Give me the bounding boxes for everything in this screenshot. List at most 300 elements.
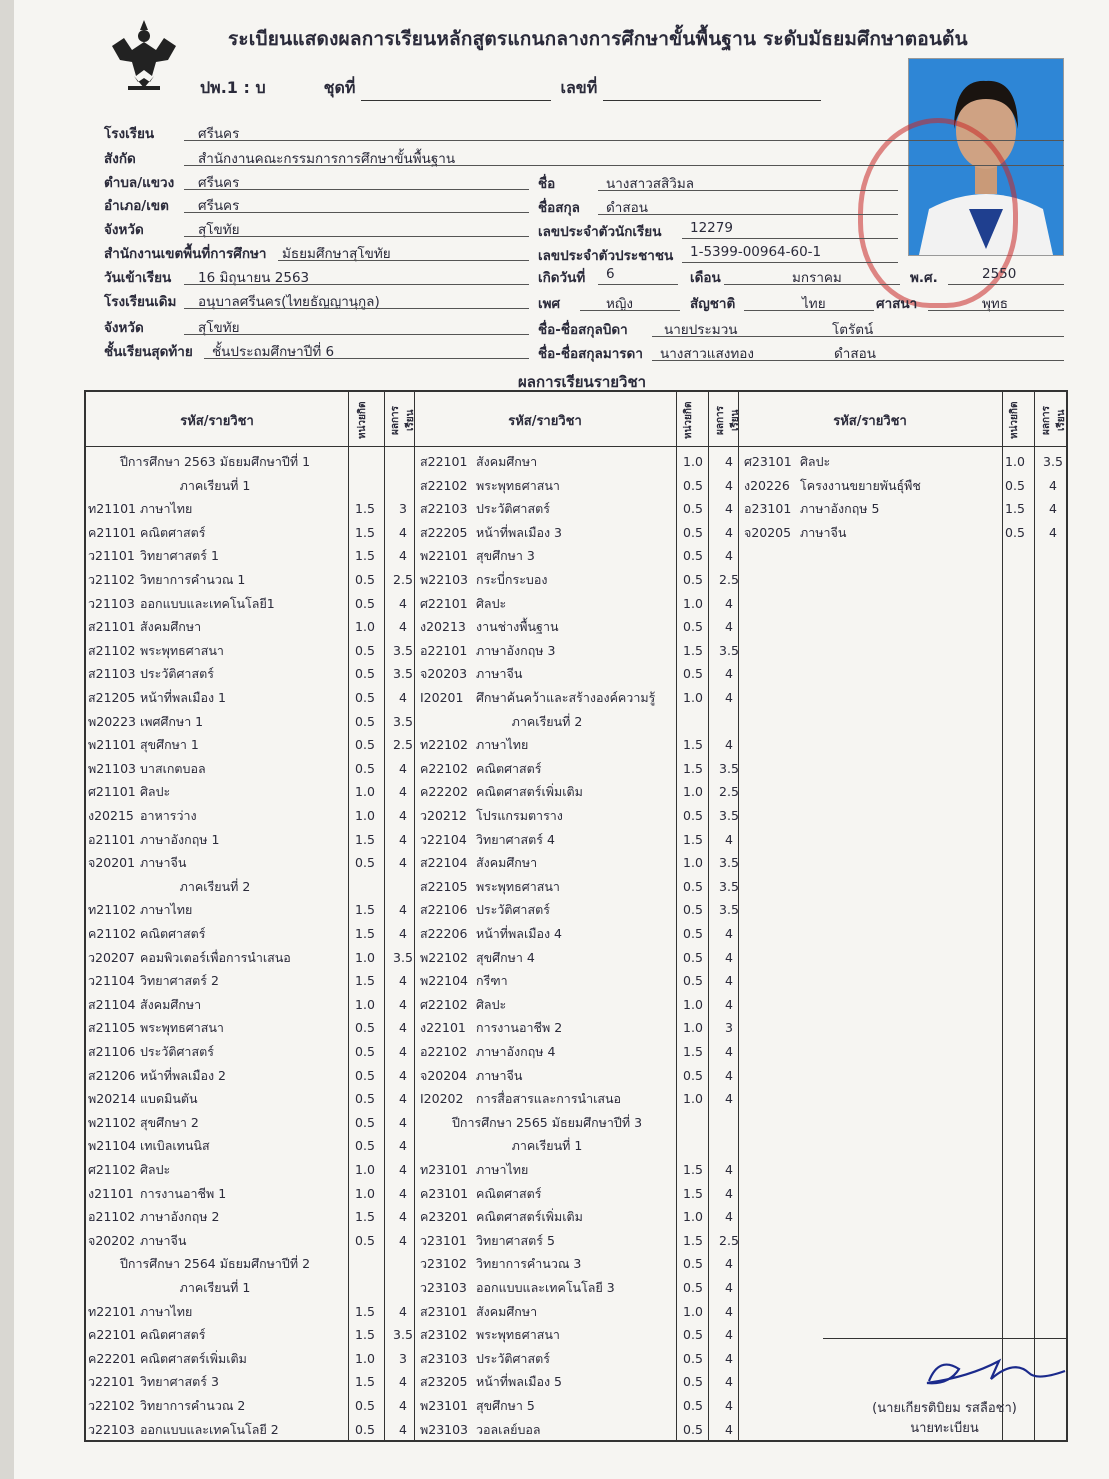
- credit-value: 0.5: [355, 1398, 375, 1413]
- subject-name: สังคมศึกษา: [140, 996, 202, 1012]
- father-last-value: โตรัตน์: [832, 322, 874, 338]
- subject-name: อาหารว่าง: [140, 808, 197, 823]
- subject-name: สังคมศึกษา: [476, 1303, 538, 1319]
- subject-row: [88, 853, 408, 873]
- subject-name: ประวัติศาสตร์: [140, 1044, 214, 1059]
- credit-value: 0.5: [355, 1067, 375, 1083]
- subject-row: [420, 452, 740, 472]
- credit-value: 1.5: [683, 831, 703, 847]
- grade-value: 4: [399, 1374, 407, 1390]
- subject-code: ศ23101: [744, 454, 792, 469]
- prev-province-value: สุโขทัย: [198, 320, 240, 336]
- subject-row: [420, 546, 740, 566]
- grade-value: 4: [725, 1091, 733, 1107]
- subject-row: [420, 1231, 740, 1251]
- grade-value: 4: [725, 524, 733, 540]
- credit-value: 0.5: [683, 878, 703, 894]
- subject-name: คณิตศาสตร์เพิ่มเติม: [476, 1209, 583, 1225]
- grade-value: 4: [725, 1421, 733, 1437]
- subject-row: [420, 1349, 740, 1369]
- col2-credit-header: หน่วยกิต: [683, 401, 694, 439]
- col1-credit-header: หน่วยกิต: [357, 401, 368, 439]
- subject-code: ส21101: [88, 619, 136, 635]
- subject-code: ส22104: [420, 855, 468, 871]
- subject-name: ประวัติศาสตร์: [476, 501, 550, 517]
- credit-value: 1.5: [355, 973, 375, 989]
- subject-code: พ22102: [420, 949, 469, 965]
- subject-code: จ20204: [420, 1067, 468, 1083]
- grade-value: 4: [725, 1303, 733, 1319]
- credit-value: 0.5: [683, 902, 703, 918]
- subject-row: [420, 1089, 740, 1109]
- grade-value: 4: [399, 595, 407, 611]
- grade-value: 4: [399, 524, 407, 540]
- subject-row: [88, 594, 408, 614]
- subject-name: คณิตศาสตร์: [476, 1185, 542, 1201]
- subject-code: ง22101: [420, 1020, 466, 1036]
- grade-value: 2.5: [719, 572, 739, 587]
- subject-row: [420, 1066, 740, 1086]
- grade-value: 4: [1049, 524, 1057, 540]
- grade-value: 4: [725, 1350, 733, 1366]
- grade-value: 4: [399, 1232, 407, 1248]
- term-heading: ภาคเรียนที่ 2: [511, 713, 583, 729]
- document-title: ระเบียนแสดงผลการเรียนหลักสูตรแกนกลางการศึกษาขั้นพื้นฐาน ระดับมัธยมศึกษาตอนต้น: [228, 28, 968, 50]
- credit-value: 0.5: [355, 666, 375, 682]
- col1-subject-header: รหัส/รายวิชา: [180, 414, 254, 429]
- subject-code: I20202: [420, 1091, 464, 1107]
- credit-value: 0.5: [683, 666, 703, 682]
- subject-code: จ20203: [420, 666, 468, 682]
- grade-value: 4: [399, 784, 407, 800]
- subject-row: [88, 499, 408, 519]
- subject-row: [88, 570, 413, 590]
- subject-name: เพศศึกษา 1: [140, 713, 204, 729]
- subject-code: ง20226: [744, 477, 790, 493]
- grade-value: 3.5: [1043, 454, 1063, 469]
- credit-value: 1.5: [355, 548, 375, 564]
- grade-value: 4: [725, 1067, 733, 1083]
- credit-value: 0.5: [683, 524, 703, 540]
- subject-name: ภาษาจีน: [476, 1067, 523, 1083]
- credit-value: 0.5: [355, 855, 375, 871]
- subject-row: [88, 1113, 408, 1133]
- credit-value: 1.0: [683, 784, 703, 800]
- credit-value: 1.0: [683, 1091, 703, 1107]
- credit-value: 0.5: [683, 501, 703, 517]
- credit-value: 1.5: [355, 1327, 375, 1343]
- grade-value: 4: [725, 1209, 733, 1225]
- grade-value: 3.5: [393, 713, 413, 729]
- subject-row: [88, 546, 408, 566]
- subject-code: ง20213: [420, 619, 466, 635]
- subject-name: ภาษาจีน: [476, 666, 523, 682]
- term-heading-row: [88, 1254, 342, 1274]
- grade-value: 2.5: [393, 737, 413, 753]
- subject-row: [420, 1018, 740, 1038]
- affiliation-label: สังกัด: [104, 151, 136, 167]
- subject-code: ว20212: [420, 808, 467, 823]
- subject-name: วิทยาศาสตร์ 2: [140, 973, 219, 989]
- grade-value: 4: [399, 1162, 407, 1177]
- grade-value: 4: [725, 690, 733, 705]
- credit-value: 0.5: [683, 477, 703, 493]
- credit-value: 0.5: [683, 949, 703, 965]
- grade-value: 4: [725, 1256, 733, 1272]
- subject-name: ภาษาไทย: [140, 902, 193, 918]
- grade-value: 3: [399, 501, 407, 517]
- subject-name: สังคมศึกษา: [476, 855, 538, 871]
- nationality-value: ไทย: [802, 296, 826, 312]
- subject-row: [420, 476, 740, 496]
- credit-value: 1.0: [683, 690, 703, 705]
- district-label: อำเภอ/เขต: [104, 198, 169, 214]
- term-heading-row: [420, 712, 674, 732]
- subject-code: พ23101: [420, 1398, 469, 1413]
- religion-value: พุทธ: [982, 296, 1009, 312]
- credit-value: 0.5: [1005, 477, 1025, 493]
- credit-value: 1.0: [683, 1020, 703, 1036]
- credit-value: 0.5: [355, 1020, 375, 1036]
- subject-code: ส22106: [420, 902, 468, 918]
- subject-name: สุขศึกษา 4: [476, 949, 535, 965]
- subject-row: [88, 735, 413, 755]
- subject-row: [420, 1325, 740, 1345]
- grade-value: 4: [399, 996, 407, 1012]
- birth-month-label: เดือน: [690, 270, 721, 286]
- subject-code: ศ21101: [88, 784, 136, 800]
- subject-row: [88, 1325, 413, 1345]
- credit-value: 1.5: [683, 1185, 703, 1201]
- subject-name: หน้าที่พลเมือง 5: [476, 1374, 562, 1390]
- grade-value: 4: [399, 619, 407, 635]
- credit-value: 1.0: [355, 1162, 375, 1177]
- subject-row: [420, 900, 740, 920]
- subject-row: [88, 1066, 408, 1086]
- school-label: โรงเรียน: [104, 126, 155, 142]
- subject-row: [420, 948, 740, 968]
- set-label: ชุดที่: [323, 78, 356, 97]
- grade-value: 4: [725, 737, 733, 753]
- credit-value: 0.5: [683, 1256, 703, 1272]
- subject-name: ภาษาอังกฤษ 5: [800, 501, 880, 517]
- credit-value: 1.0: [683, 1209, 703, 1225]
- subject-name: ภาษาจีน: [800, 524, 847, 540]
- term-heading-row: [88, 877, 342, 897]
- grade-value: 4: [725, 973, 733, 989]
- district-value: ศรีนคร: [198, 198, 240, 214]
- subject-name: ศิลปะ: [800, 454, 831, 469]
- subject-row: [88, 712, 413, 732]
- credit-value: 0.5: [355, 1091, 375, 1107]
- subject-code: ส21206: [88, 1067, 136, 1083]
- subject-row: [88, 688, 408, 708]
- subject-code: ท23101: [420, 1162, 469, 1177]
- sex-label: เพศ: [538, 296, 561, 312]
- credit-value: 0.5: [683, 1067, 703, 1083]
- subject-row: [88, 971, 408, 991]
- grade-value: 4: [399, 1398, 407, 1413]
- subject-row: [88, 924, 408, 944]
- grade-value: 4: [399, 760, 407, 776]
- credit-value: 1.5: [683, 1044, 703, 1059]
- mother-last-value: ดำสอน: [834, 346, 876, 362]
- term-heading: ภาคเรียนที่ 1: [179, 477, 251, 493]
- term-heading: ภาคเรียนที่ 1: [511, 1138, 583, 1154]
- subject-row: [420, 735, 740, 755]
- credit-value: 1.5: [355, 1209, 375, 1225]
- col3-grade-header: ผลการเรียน: [1041, 405, 1067, 435]
- subject-row: [88, 948, 413, 968]
- subject-row: [88, 1184, 408, 1204]
- credit-value: 1.5: [683, 760, 703, 776]
- credit-value: 1.0: [683, 996, 703, 1012]
- grade-value: 4: [725, 619, 733, 635]
- subject-name: ภาษาจีน: [140, 1232, 187, 1248]
- subject-name: ออกแบบและเทคโนโลยี 3: [476, 1280, 615, 1295]
- sex-value: หญิง: [606, 296, 633, 312]
- subject-row: [420, 1302, 740, 1322]
- grade-value: 4: [1049, 477, 1057, 493]
- subject-name: พระพุทธศาสนา: [476, 1327, 560, 1343]
- subject-name: กรีฑา: [476, 973, 508, 989]
- credit-value: 0.5: [683, 572, 703, 587]
- subject-row: [88, 641, 413, 661]
- credit-value: 1.5: [355, 524, 375, 540]
- subject-code: ส22101: [420, 454, 468, 469]
- credit-value: 1.0: [355, 949, 375, 965]
- last-name-label: ชื่อสกุล: [538, 200, 580, 216]
- subject-code: ส22206: [420, 926, 468, 941]
- col3-subject-header: รหัส/รายวิชา: [833, 414, 907, 429]
- subject-name: คอมพิวเตอร์เพื่อการนำเสนอ: [140, 949, 291, 965]
- credit-value: 0.5: [683, 1398, 703, 1413]
- grade-value: 3.5: [719, 642, 739, 658]
- subject-name: สุขศึกษา 1: [140, 737, 199, 753]
- signature-image: [919, 1351, 1069, 1391]
- subject-name: งานช่างพื้นฐาน: [476, 619, 559, 635]
- subject-row: [420, 1396, 740, 1416]
- credit-value: 1.0: [355, 1185, 375, 1201]
- subject-name: ประวัติศาสตร์: [140, 666, 214, 682]
- subject-row: [420, 1184, 740, 1204]
- credit-value: 1.0: [355, 1350, 375, 1366]
- subject-name: วิทยาศาสตร์ 4: [476, 831, 555, 847]
- subject-name: ภาษาอังกฤษ 1: [140, 831, 220, 847]
- subject-code: อ21101: [88, 831, 136, 847]
- subject-name: พระพุทธศาสนา: [140, 1020, 224, 1036]
- subject-code: ท22102: [420, 737, 469, 753]
- subject-name: โครงงานขยายพันธุ์พืช: [800, 477, 921, 493]
- subject-row: [420, 924, 740, 944]
- credit-value: 1.0: [355, 619, 375, 635]
- number-field: [603, 82, 821, 101]
- grade-value: 4: [725, 1185, 733, 1201]
- subject-row: [88, 617, 408, 637]
- subject-code: ง20215: [88, 808, 134, 823]
- grade-value: 4: [399, 1209, 407, 1225]
- subject-name: ศิลปะ: [140, 784, 171, 800]
- grade-value: 4: [399, 1091, 407, 1107]
- subject-code: ท22101: [88, 1303, 137, 1319]
- subject-row: [420, 617, 740, 637]
- subject-code: ง21101: [88, 1185, 134, 1201]
- subject-code: ส23102: [420, 1327, 468, 1343]
- credit-value: 0.5: [355, 642, 375, 658]
- subject-row: [88, 1018, 408, 1038]
- subject-row: [88, 1372, 408, 1392]
- subject-name: ภาษาไทย: [476, 737, 529, 753]
- subject-name: ภาษาจีน: [140, 855, 187, 871]
- grade-value: 4: [399, 1114, 407, 1130]
- first-name-label: ชื่อ: [538, 176, 556, 192]
- term-heading: ปีการศึกษา 2563 มัธยมศึกษาปีที่ 1: [119, 454, 311, 469]
- subject-code: ว22103: [88, 1421, 135, 1437]
- subject-name: หน้าที่พลเมือง 4: [476, 926, 562, 941]
- subject-name: วิทยาศาสตร์ 5: [476, 1232, 555, 1248]
- subject-row: [744, 452, 1064, 472]
- subject-row: [744, 476, 1064, 496]
- subject-code: พ21104: [88, 1138, 137, 1154]
- grade-value: 4: [725, 1044, 733, 1059]
- subject-row: [420, 782, 740, 802]
- subject-name: วิทยาการคำนวณ 2: [140, 1398, 246, 1413]
- credit-value: 1.5: [1005, 501, 1025, 517]
- credit-value: 0.5: [683, 808, 703, 823]
- subject-code: ส21105: [88, 1020, 136, 1036]
- grade-value: 2.5: [719, 784, 739, 800]
- subject-code: ส23205: [420, 1374, 468, 1390]
- subject-code: ส22103: [420, 501, 468, 517]
- subject-code: อ22102: [420, 1044, 468, 1059]
- term-heading-row: [88, 452, 342, 472]
- credit-value: 0.5: [355, 713, 375, 729]
- subject-name: ภาษาไทย: [140, 501, 193, 517]
- credit-value: 1.5: [355, 831, 375, 847]
- subject-name: บาสเกตบอล: [140, 760, 206, 776]
- subject-code: ว22101: [88, 1374, 135, 1390]
- subject-code: พ21102: [88, 1114, 137, 1130]
- subject-row: [88, 1207, 408, 1227]
- credit-value: 0.5: [355, 1044, 375, 1059]
- subject-code: ค21101: [88, 524, 137, 540]
- grade-value: 3: [399, 1350, 407, 1366]
- grade-value: 4: [725, 1327, 733, 1343]
- subject-code: ว22104: [420, 831, 467, 847]
- subject-row: [420, 523, 740, 543]
- subject-name: คณิตศาสตร์: [476, 760, 542, 776]
- credit-value: 1.0: [355, 784, 375, 800]
- subject-code: ว23101: [420, 1232, 467, 1248]
- subject-row: [420, 1278, 740, 1298]
- subject-row: [88, 1089, 408, 1109]
- student-id-label: เลขประจำตัวนักเรียน: [538, 224, 662, 240]
- subject-name: ประวัติศาสตร์: [476, 1350, 550, 1366]
- subject-name: หน้าที่พลเมือง 3: [476, 524, 562, 540]
- birth-year-value: 2550: [982, 266, 1017, 282]
- subject-code: พ22104: [420, 973, 469, 989]
- credit-value: 1.5: [355, 902, 375, 918]
- grade-value: 4: [399, 548, 407, 564]
- subject-code: ค22202: [420, 784, 469, 800]
- subject-name: วิทยาศาสตร์ 1: [140, 548, 219, 564]
- credit-value: 0.5: [355, 595, 375, 611]
- birth-month-value: มกราคม: [792, 270, 842, 286]
- subject-row: [88, 1420, 408, 1440]
- grade-value: 4: [399, 926, 407, 941]
- prev-school-value: อนุบาลศรีนคร(ไทยธัญญานุกูล): [198, 294, 380, 310]
- subject-code: I20201: [420, 690, 464, 705]
- credit-value: 0.5: [355, 1138, 375, 1154]
- subject-row: [420, 664, 740, 684]
- subject-code: ค23101: [420, 1185, 469, 1201]
- subject-row: [420, 570, 740, 590]
- grade-value: 4: [725, 454, 733, 469]
- subject-code: พ23103: [420, 1421, 469, 1437]
- birth-day-value: 6: [606, 266, 615, 282]
- birth-year-label: พ.ศ.: [910, 270, 938, 286]
- credit-value: 0.5: [355, 572, 375, 587]
- subject-row: [420, 853, 740, 873]
- subdistrict-value: ศรีนคร: [198, 175, 240, 191]
- subject-row: [88, 1136, 408, 1156]
- grade-value: 3.5: [393, 1327, 413, 1343]
- subject-row: [420, 806, 740, 826]
- prev-school-label: โรงเรียนเดิม: [104, 294, 177, 310]
- subject-code: ว22102: [88, 1398, 135, 1413]
- last-grade-label: ชั้นเรียนสุดท้าย: [104, 344, 193, 360]
- subject-name: การงานอาชีพ 1: [140, 1185, 227, 1201]
- grade-value: 4: [399, 690, 407, 705]
- subject-row: [88, 1231, 408, 1251]
- subject-code: จ20201: [88, 855, 136, 871]
- subject-code: ท21102: [88, 902, 137, 918]
- subject-row: [420, 641, 740, 661]
- subject-name: ศิลปะ: [140, 1162, 171, 1177]
- credit-value: 0.5: [355, 760, 375, 776]
- grades-section-title: ผลการเรียนรายวิชา: [518, 373, 647, 391]
- credit-value: 1.5: [683, 737, 703, 753]
- form-code: ปพ.1 : บ: [200, 78, 266, 97]
- subject-code: ศ22101: [420, 595, 468, 611]
- grade-value: 3.5: [719, 808, 739, 823]
- subject-code: ส21102: [88, 642, 136, 658]
- subject-code: ว23102: [420, 1256, 467, 1272]
- credit-value: 0.5: [355, 737, 375, 753]
- subject-code: อ22101: [420, 642, 468, 658]
- subdistrict-label: ตำบล/แขวง: [104, 175, 175, 191]
- subject-code: อ23101: [744, 501, 792, 517]
- credit-value: 0.5: [355, 690, 375, 705]
- grade-value: 2.5: [719, 1232, 739, 1248]
- subject-row: [420, 1207, 740, 1227]
- subject-code: ค22201: [88, 1350, 137, 1366]
- last-grade-value: ชั้นประถมศึกษาปีที่ 6: [212, 344, 335, 360]
- term-heading: ปีการศึกษา 2565 มัธยมศึกษาปีที่ 3: [451, 1114, 643, 1130]
- subject-code: ส22205: [420, 524, 468, 540]
- subject-row: [420, 1372, 740, 1392]
- subject-row: [420, 1254, 740, 1274]
- grade-value: 4: [725, 1374, 733, 1390]
- subject-name: หน้าที่พลเมือง 1: [140, 690, 226, 705]
- credit-value: 0.5: [355, 1114, 375, 1130]
- grade-value: 4: [399, 1303, 407, 1319]
- subject-row: [420, 1160, 740, 1180]
- grade-value: 4: [399, 831, 407, 847]
- grade-value: 2.5: [393, 572, 413, 587]
- citizen-id-label: เลขประจำตัวประชาชน: [538, 248, 674, 264]
- credit-value: 1.5: [683, 1162, 703, 1177]
